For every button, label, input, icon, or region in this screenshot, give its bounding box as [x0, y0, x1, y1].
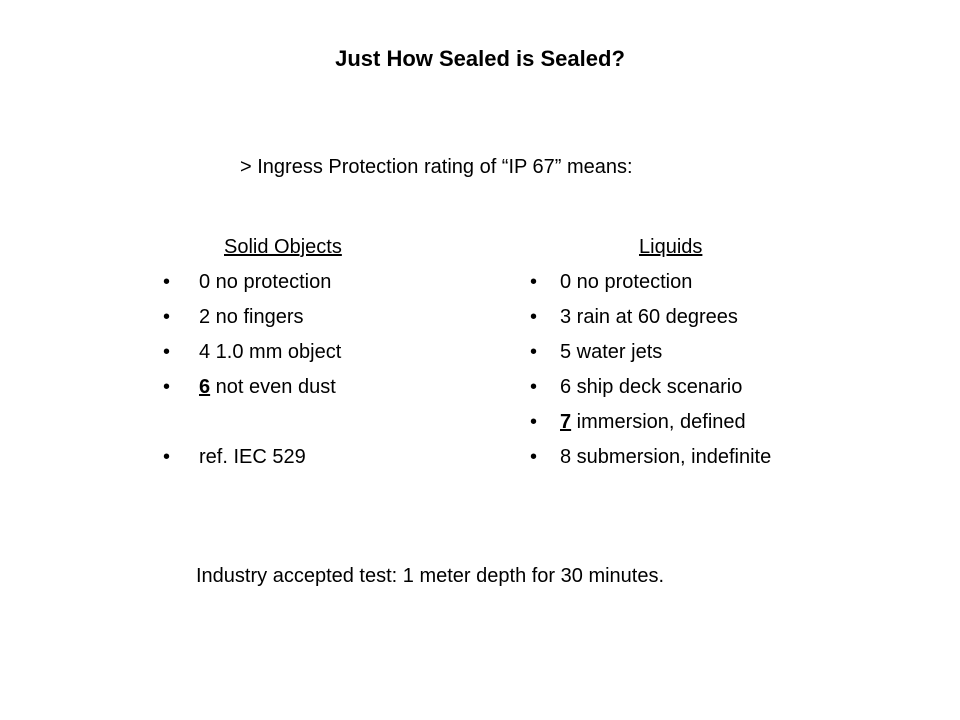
solid-objects-heading: Solid Objects: [224, 236, 342, 258]
level-description: rain at 60 degrees: [571, 306, 738, 328]
level-number: 8: [560, 446, 572, 468]
level-number: 0: [199, 271, 211, 293]
list-item: [530, 445, 771, 480]
list-item: [163, 270, 341, 305]
bullet-icon: •: [163, 271, 171, 293]
bullet-icon: •: [530, 306, 538, 328]
level-number-highlighted: 7: [560, 411, 572, 433]
level-description: water jets: [571, 341, 663, 363]
bullet-icon: •: [530, 411, 538, 433]
liquids-list: [530, 270, 771, 480]
list-item: [163, 375, 341, 410]
list-item: [530, 410, 771, 445]
list-item: [163, 340, 341, 375]
level-description: immersion, defined: [571, 411, 746, 433]
list-item: [530, 270, 771, 305]
list-item: [163, 305, 341, 340]
list-item: [530, 375, 771, 410]
industry-test-note: Industry accepted test: 1 meter depth for 30 minutes.: [196, 565, 665, 587]
list-item: [530, 340, 771, 375]
bullet-icon: •: [163, 306, 171, 328]
list-item: [163, 445, 341, 480]
level-description: 1.0 mm object: [210, 341, 342, 363]
bullet-icon: •: [530, 446, 538, 468]
level-description: ship deck scenario: [571, 376, 743, 398]
list-spacer: [163, 410, 341, 445]
bullet-icon: •: [163, 376, 171, 398]
level-description: no protection: [210, 271, 332, 293]
liquids-heading: Liquids: [639, 236, 703, 258]
ip-rating-intro: > Ingress Protection rating of “IP 67” means:: [240, 156, 633, 178]
level-number: 3: [560, 306, 572, 328]
level-number: 2: [199, 306, 211, 328]
level-number: 5: [560, 341, 572, 363]
list-item: [530, 305, 771, 340]
bullet-icon: •: [163, 341, 171, 363]
level-number: 4: [199, 341, 211, 363]
slide-title: Just How Sealed is Sealed?: [335, 46, 625, 71]
level-description: no protection: [571, 271, 693, 293]
level-description: submersion, indefinite: [571, 446, 772, 468]
level-description: no fingers: [210, 306, 304, 328]
bullet-icon: •: [530, 376, 538, 398]
bullet-icon: •: [530, 341, 538, 363]
level-number: 0: [560, 271, 572, 293]
bullet-icon: •: [163, 446, 171, 468]
level-number: 6: [560, 376, 572, 398]
level-number-highlighted: 6: [199, 376, 211, 398]
reference-note: ref. IEC 529: [199, 446, 306, 468]
level-description: not even dust: [210, 376, 336, 398]
solid-objects-list: [163, 270, 341, 480]
bullet-icon: •: [530, 271, 538, 293]
